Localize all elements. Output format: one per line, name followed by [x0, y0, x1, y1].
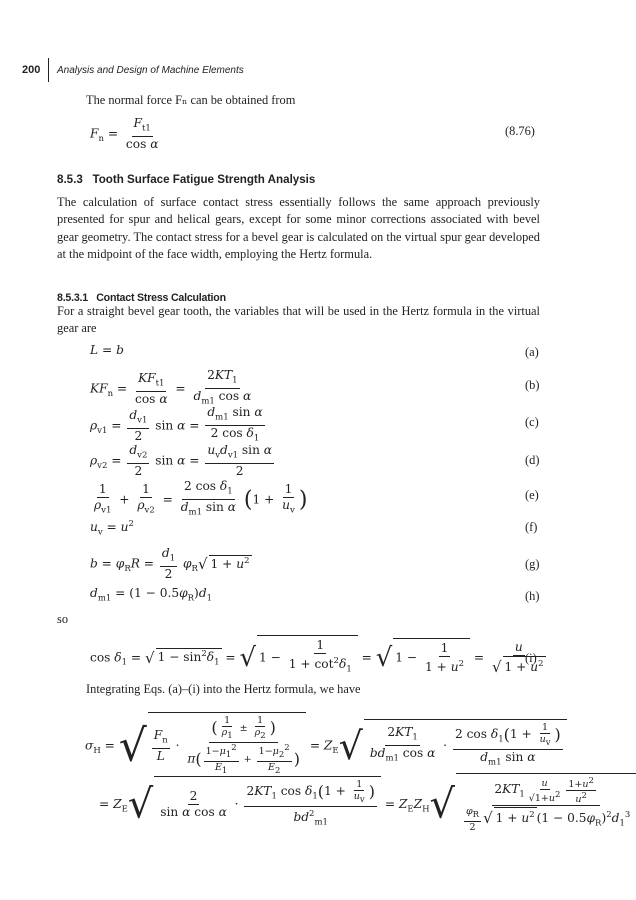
section-heading [57, 173, 315, 186]
so-word: so [57, 612, 69, 626]
equation-d: $\rho_{v2}$ = $\frac{d_{v2}}{2}$ sin α = $\frac{u_vd_{v1} \sin \alpha}{2}$ [90, 443, 273, 479]
integrating-line: Integrating Eqs. (a)–(i) into the Hertz formula, we have [86, 682, 361, 696]
equation-label-h: (h) [525, 589, 540, 603]
hertz-equation-line-2: = $Z_E√$ $\frac{2}{\text{sin α cos α}}$ · $2KT_1$ $\cos \delta_1(1$ + $\frac{1}{u_v}$ ) $bd^2_{m1}$ = $Z_EZ_H√$ $2KT_1$ $\frac{u}{√1+u^2}$ $\frac{1+u^2}{u^2}$ $\frac{\varphi_R}{2}$ √ $1 + u^2$ $(1 - 0.5\varphi_R)^2d_1^3$ [99, 773, 636, 833]
section-paragraph: The calculation of surface contact stress essentially follows the same approach previously presented for spur and helical gears, except for some minor corrections associated with bevel gear geometry. The contact stress for a bevel gear is calculated on the virtual spur gear developed at the midpoint of the face width, employing the Hertz formula. [57, 195, 540, 262]
equation-b: $KF_n$ = $\frac{KF_{t1}}{\text{cos α}}$ = $\frac{2KT_1}{d_{m1} \cos \alpha}$ [90, 368, 252, 407]
equation-label-d: (d) [525, 453, 540, 467]
equation-label-f: (f) [525, 520, 538, 534]
equation-label-b: (b) [525, 378, 540, 392]
intro-text: The normal force Fₙ can be obtained from [86, 93, 296, 107]
equation-i: $\cos \delta_1$ = √ $1 - \sin^2\delta_1$ = √ 1 − $\frac{1}{1 + \cot^2\delta_1}$ = √ 1 − $\frac{1}{1 + u^2}$ = $\frac{u}{√ 1 + u^2}$ [90, 635, 550, 678]
hertz-equation-line-1: $\sigma_H$ = √ $\frac{F_n}{L}$ · ( $\frac{1}{\rho_1}$ ± $\frac{1}{\rho_2}$ ) π( $\frac{1-\mu_1^2}{E_1}$ + $\frac{1-\mu_2^2}{E_2}$ ) = $Z_E√$ $\frac{2KT_1}{bd_{m1} \cos \alpha}$ · 2 $\cos \delta_1(1$ + $\frac{1}{u_v}$ ) $d_{m1}$ sin α [85, 712, 567, 777]
equation-f: $u_v = u^2$ [90, 519, 134, 538]
section-title: Tooth Surface Fatigue Strength Analysis [92, 173, 316, 186]
subsection-title: Contact Stress Calculation [96, 292, 226, 304]
header-divider [48, 58, 49, 82]
equation-number-8-76: (8.76) [505, 124, 535, 138]
section-number: 8.5.3 [57, 173, 83, 186]
equation-a: L = b [90, 343, 124, 357]
equation-label-i: (i) [525, 651, 537, 665]
equation-e: $\frac{1}{\rho_{v1}}$ + $\frac{1}{\rho_{v2}}$ = $\frac{2 \cos \delta_1}{d_{m1} \sin \alpha}$ (1 + $\frac{1}{u_v}$ ) [94, 479, 308, 518]
equation-8-76: $F_n$ = $\frac{F_{t1}}{\text{cos α}}$ [90, 116, 159, 152]
equation-h: $d_{m1} = (1 - 0.5\varphi_R)d_1$ [90, 586, 213, 604]
subsection-number: 8.5.3.1 [57, 292, 88, 304]
subsection-paragraph: For a straight bevel gear tooth, the variables that will be used in the Hertz formula in the virtual gear are [57, 304, 540, 336]
intro-line [86, 92, 295, 109]
equation-label-a: (a) [525, 345, 539, 359]
equation-c: $\rho_{v1}$ = $\frac{d_{v1}}{2}$ sin α = $\frac{d_{m1} \sin \alpha}{2 \cos \delta_1}$ [90, 405, 263, 444]
running-title: Analysis and Design of Machine Elements [57, 65, 244, 76]
equation-label-c: (c) [525, 415, 539, 429]
equation-g: $b = \varphi_RR$ = $\frac{d_1}{2}$ $\varphi_R√$ $1 + u^2$ [90, 546, 250, 582]
equation-label-g: (g) [525, 557, 540, 571]
equation-label-e: (e) [525, 488, 539, 502]
page-number: 200 [22, 64, 41, 76]
